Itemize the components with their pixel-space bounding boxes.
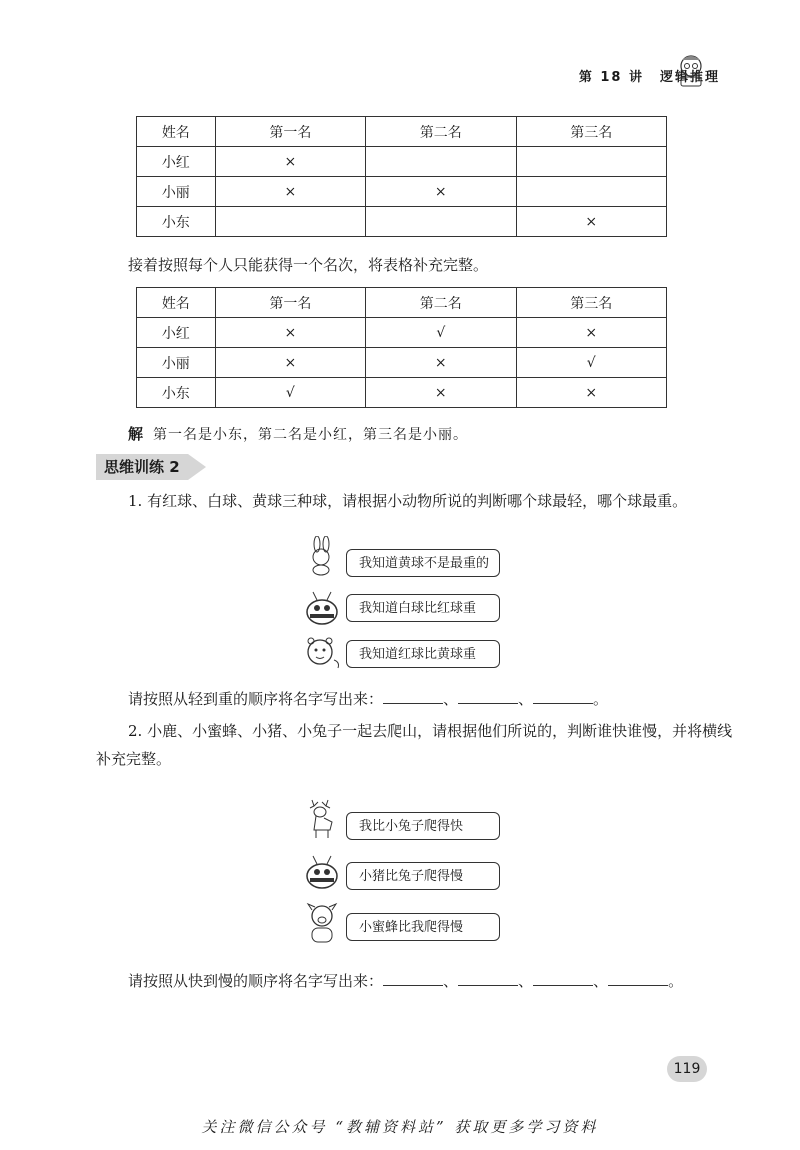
tiger-icon [302, 632, 342, 672]
mark-cell: √ [215, 378, 365, 408]
bee-icon [302, 852, 342, 892]
table-initial [136, 116, 667, 237]
mark-cell: × [215, 318, 365, 348]
speech-bubble: 我知道红球比黄球重 [346, 640, 500, 668]
bee-icon [302, 588, 342, 628]
deer-icon [302, 796, 342, 840]
header-cell: 第三名 [516, 117, 666, 147]
header-cell: 姓名 [137, 288, 216, 318]
header-cell: 第一名 [215, 117, 365, 147]
page-number: 119 [667, 1056, 707, 1082]
q2-text-line1: 2. 小鹿、小蜜蜂、小猪、小兔子一起去爬山，请根据他们所说的，判断谁快谁慢，并将横线 [128, 722, 733, 740]
header-cell: 第二名 [366, 117, 516, 147]
section-title [96, 454, 188, 480]
mark-cell: × [516, 207, 666, 237]
mark-cell: × [366, 378, 516, 408]
table-row [137, 378, 667, 408]
answer-blank[interactable] [458, 971, 518, 986]
table-header-row [137, 117, 667, 147]
mark-cell: × [516, 318, 666, 348]
section-arrow-icon [188, 454, 206, 480]
header-cell: 姓名 [137, 117, 216, 147]
solution-label: 解 [128, 425, 144, 443]
table-row [137, 207, 667, 237]
footer-note: 关注微信公众号 “教辅资料站” 获取更多学习资料 [201, 1118, 599, 1136]
instruction-text: 接着按照每个人只能获得一个名次，将表格补充完整。 [128, 256, 489, 274]
lecture-number: 第 18 讲 [578, 70, 644, 85]
mark-cell: × [516, 378, 666, 408]
q1-text: 1. 有红球、白球、黄球三种球，请根据小动物所说的判断哪个球最轻，哪个球最重。 [128, 492, 688, 510]
name-cell: 小东 [137, 207, 216, 237]
table-row [137, 318, 667, 348]
solution [128, 423, 468, 446]
rabbit-icon [302, 536, 342, 576]
speech-bubble: 小猪比兔子爬得慢 [346, 862, 500, 890]
answer-blank[interactable] [533, 971, 593, 986]
end-mark: 。 [593, 690, 609, 708]
speech-bubble: 我知道白球比红球重 [346, 594, 500, 622]
separator: 、 [518, 690, 534, 708]
speech-bubble: 我知道黄球不是最重的 [346, 549, 500, 577]
mascot-icon [676, 54, 706, 88]
mark-cell [215, 207, 365, 237]
pig-icon [302, 902, 342, 946]
mark-cell: √ [516, 348, 666, 378]
end-mark: 。 [668, 972, 684, 990]
speech-bubble: 我比小兔子爬得快 [346, 812, 500, 840]
answer-blank[interactable] [608, 971, 668, 986]
section-title-text: 思维训练 2 [104, 458, 180, 476]
table-completed [136, 287, 667, 408]
q2-text-line2: 补充完整。 [96, 750, 172, 768]
table-row [137, 177, 667, 207]
name-cell: 小红 [137, 147, 216, 177]
speech-bubble: 小蜜蜂比我爬得慢 [346, 913, 500, 941]
header-cell: 第二名 [366, 288, 516, 318]
name-cell: 小丽 [137, 177, 216, 207]
answer-blank[interactable] [533, 689, 593, 704]
answer-blank[interactable] [458, 689, 518, 704]
mark-cell: × [366, 348, 516, 378]
answer-blank[interactable] [383, 971, 443, 986]
q2-answer-line [128, 970, 683, 992]
mark-cell: × [215, 348, 365, 378]
q2-answer-prompt: 请按照从快到慢的顺序将名字写出来： [128, 972, 384, 990]
mark-cell [366, 147, 516, 177]
header-cell: 第三名 [516, 288, 666, 318]
mark-cell: √ [366, 318, 516, 348]
header-cell: 第一名 [215, 288, 365, 318]
separator: 、 [593, 972, 609, 990]
q1-answer-line [128, 688, 608, 710]
table-header-row [137, 288, 667, 318]
separator: 、 [443, 972, 459, 990]
name-cell: 小红 [137, 318, 216, 348]
answer-blank[interactable] [383, 689, 443, 704]
mark-cell [516, 177, 666, 207]
solution-text: 第一名是小东，第二名是小红，第三名是小丽。 [153, 427, 469, 443]
separator: 、 [443, 690, 459, 708]
mark-cell [366, 207, 516, 237]
q1-answer-prompt: 请按照从轻到重的顺序将名字写出来： [128, 690, 384, 708]
name-cell: 小东 [137, 378, 216, 408]
table-row [137, 147, 667, 177]
table-row [137, 348, 667, 378]
name-cell: 小丽 [137, 348, 216, 378]
lecture-topic: 逻辑推理 [659, 70, 720, 85]
separator: 、 [518, 972, 534, 990]
mark-cell: × [215, 147, 365, 177]
mark-cell: × [215, 177, 365, 207]
mark-cell: × [366, 177, 516, 207]
mark-cell [516, 147, 666, 177]
